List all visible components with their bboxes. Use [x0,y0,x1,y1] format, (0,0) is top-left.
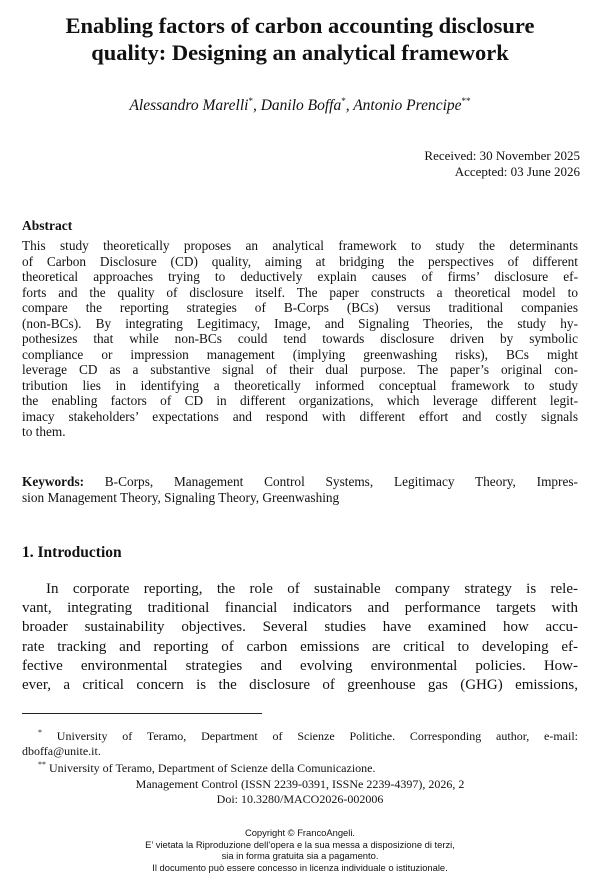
copyright-line: sia in forma gratuita sia a pagamento. [221,850,379,862]
submission-dates [424,148,580,180]
abstract-heading: Abstract [22,218,73,233]
accepted-date: Accepted: 03 June 2026 [454,164,580,179]
footnote-1-line-1: University of Teramo, Department of Scienze Politiche. Corresponding author, e-mail: [42,729,578,743]
title-line-2: quality: Designing an analytical framework [91,40,509,65]
abstract-line: compare the reporting strategies of B-Corps (BCs) versus traditional companies [22,300,578,315]
intro-line: vant, integrating traditional financial indicators and performance targets with [22,600,578,617]
copyright-line: Copyright © FrancoAngeli. [244,827,356,838]
intro-line: fective environmental strategies and evolving environmental policies. How- [22,657,578,674]
intro-line: broader sustainability objectives. Several studies have examined how accu- [22,619,578,636]
abstract-body [22,238,578,440]
abstract-line: forts and the quality of disclosure itself. The paper constructs a theoretical model to [22,284,578,300]
abstract-line: compliance or impression management (implying greenwashing risks), BCs might [22,346,578,362]
intro-line: rate tracking and reporting of carbon emissions are critical to developing ef- [22,638,578,655]
title-line-1: Enabling factors of carbon accounting disclosure [65,13,535,38]
journal-info [20,777,580,807]
footnote-mark: * [38,728,42,737]
author-name: Alessandro Marelli [129,97,249,115]
paper-title [20,12,580,66]
author-affiliation-mark: ** [461,96,471,106]
author-affiliation-mark: * [341,96,346,106]
introduction-body [22,580,578,695]
copyright-line: E’ vietata la Riproduzione dell’opera e la sua messa a disposizione di terzi, [145,838,455,850]
keywords-line-1: B-Corps, Management Control Systems, Legitimacy Theory, Impres- [84,474,578,489]
introduction-heading: 1. Introduction [22,544,122,561]
footnote-2-line-1: University of Teramo, Department of Scienze della Comunicazione. [46,761,376,775]
received-date: Received: 30 November 2025 [424,148,580,163]
abstract-line: imacy stakeholders’ expectations and respond with different effort and costly signals [22,408,578,424]
journal-doi: Doi: 10.3280/MACO2026-002006 [216,792,384,806]
footnote-mark: ** [38,760,46,769]
intro-line: ever, a critical concern is the disclosure of greenhouse gas (GHG) emissions, [22,677,578,694]
author-list [20,96,580,115]
copyright-notice [20,827,580,873]
abstract-line: to them. [22,424,66,439]
abstract-line: leverage CD as a substantive signal of their dual purpose. The paper’s original con- [22,362,578,377]
copyright-line: Il documento può essere concesso in licenza individuale o istituzionale. [152,861,448,873]
author-name: Danilo Boffa [260,97,342,115]
abstract-line: pothesizes that while non-BCs could tend towards disclosure driven by symbolic [22,331,578,346]
abstract-line: the enabling factors of CD in different organizations, which leverage different legit- [22,393,578,408]
footnotes [22,726,578,776]
abstract-line: theoretical approaches trying to deductively explain causes of firms’ disclosure ef- [22,269,578,284]
journal-citation: Management Control (ISSN 2239-0391, ISSNe 2239-4397), 2026, 2 [135,777,465,791]
author-name: Antonio Prencipe [353,97,462,115]
abstract-line: (non-BCs). By integrating Legitimacy, Image, and Signaling Theories, the study hy- [22,315,578,331]
footnote-divider [22,713,262,714]
abstract-line: tribution lies in identifying a theoretically informed conceptual framework to study [22,377,578,393]
intro-line: In corporate reporting, the role of sustainable company strategy is rele- [46,581,578,597]
footnote-1-line-2: dboffa@unite.it. [22,743,101,758]
keywords [22,474,578,505]
abstract-line: of Carbon Disclosure (CD) quality, aiming at bridging the perspectives of different [22,253,578,269]
keywords-line-2: sion Management Theory, Signaling Theory, Greenwashing [22,489,340,505]
abstract-line: This study theoretically proposes an analytical framework to study the determinants [22,238,578,253]
author-affiliation-mark: * [248,96,253,106]
author-separator: , [345,97,354,115]
keywords-label: Keywords: [22,474,85,489]
author-separator: , [252,97,261,115]
